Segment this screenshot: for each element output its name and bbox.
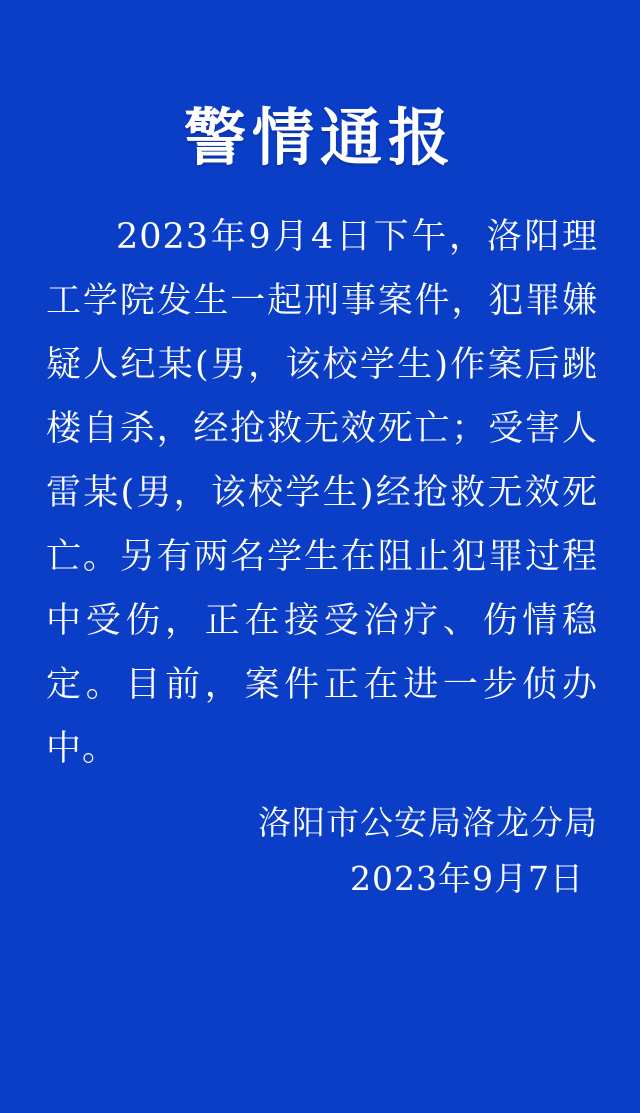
issue-date: 2023年9月7日 <box>350 859 584 898</box>
page-title: 警情通报 <box>183 101 456 174</box>
signature-block <box>46 795 598 907</box>
issuing-authority: 洛阳市公安局洛龙分局 <box>258 803 598 842</box>
notice-body-text: 2023年9月4日下午，洛阳理工学院发生一起刑事案件，犯罪嫌疑人纪某(男，该校学生)作案后跳楼自杀，经抢救无效死亡；受害人雷某(男，该校学生)经抢救无效死亡。另有两名学生在阻止犯罪过程中受伤，正在接受治疗、伤情稳定。目前，案件正在进一步侦办中。 <box>46 217 598 769</box>
